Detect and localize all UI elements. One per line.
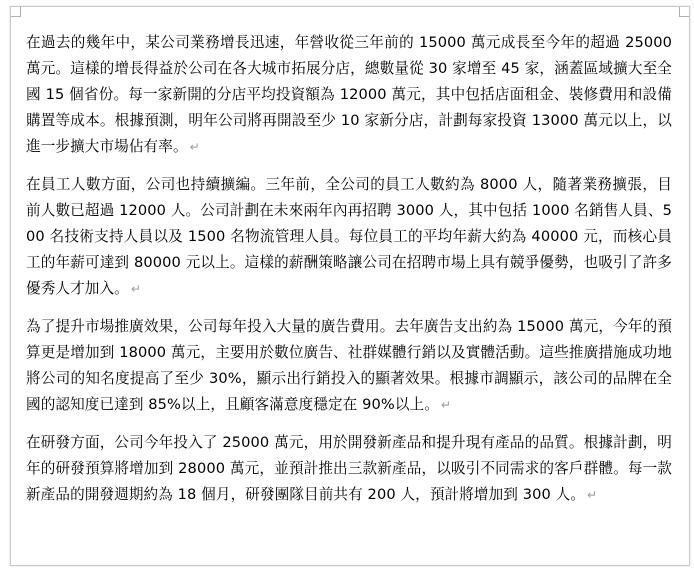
margin-corner-mark [10, 6, 21, 17]
paragraph-text: 為了提升市場推廣效果，公司每年投入大量的廣告費用。去年廣告支出約為 15000 萬元，今年的預算更是增加到 18000 萬元，主要用於數位廣告、社群媒體行銷以及實體活動。這些推廣措施成功地將公司的知名度提高了至少 30%，顯示出行銷投入的顯著效果。根據市調顯示，該公司的品牌在全國的認知度已達到 85%以上，且顧客滿意度穩定在 90%以上。 [26, 318, 672, 413]
paragraph-mark-icon: ↵ [189, 140, 200, 154]
paragraph[interactable] [26, 430, 672, 508]
paragraph[interactable] [26, 172, 672, 302]
document-body[interactable] [26, 30, 672, 520]
paragraph-mark-icon: ↵ [587, 488, 598, 502]
paragraph[interactable] [26, 30, 672, 160]
paragraph-text: 在過去的幾年中，某公司業務增長迅速，年營收從三年前的 15000 萬元成長至今年的超過 25000 萬元。這樣的增長得益於公司在各大城市拓展分店，總數量從 30 家增至 45 家，涵蓋區域擴大至全國 15 個省份。每一家新開的分店平均投資額為 12000 萬元，其中包括店面租金、裝修費用和設備購置等成本。根據預測，明年公司將再開設至少 10 家新分店，計劃每家投資 13000 萬元以上，以進一步擴大市場佔有率。 [26, 34, 672, 155]
paragraph-mark-icon: ↵ [440, 398, 452, 412]
paragraph-text: 在研發方面，公司今年投入了 25000 萬元，用於開發新產品和提升現有產品的品質。根據計劃，明年的研發預算將增加到 28000 萬元，並預計推出三款新產品，以吸引不同需求的客戶群體。每一款新產品的開發週期約為 18 個月，研發團隊目前共有 200 人，預計將增加到 300 人。 [26, 434, 672, 503]
margin-corner-mark [679, 6, 690, 17]
paragraph-mark-icon: ↵ [130, 282, 142, 296]
paragraph-text: 在員工人數方面，公司也持續擴編。三年前，全公司的員工人數約為 8000 人，隨著業務擴張，目前人數已超過 12000 人。公司計劃在未來兩年內再招聘 3000 人，其中包括 1000 名銷售人員、500 名技術支持人員以及 1500 名物流管理人員。每位員工的平均年薪大約為 40000 元，而核心員工的年薪可達到 80000 元以上。這樣的薪酬策略讓公司在招聘市場上具有競爭優勢，也吸引了許多優秀人才加入。 [26, 176, 672, 297]
paragraph[interactable] [26, 314, 672, 418]
document-page [10, 6, 690, 566]
